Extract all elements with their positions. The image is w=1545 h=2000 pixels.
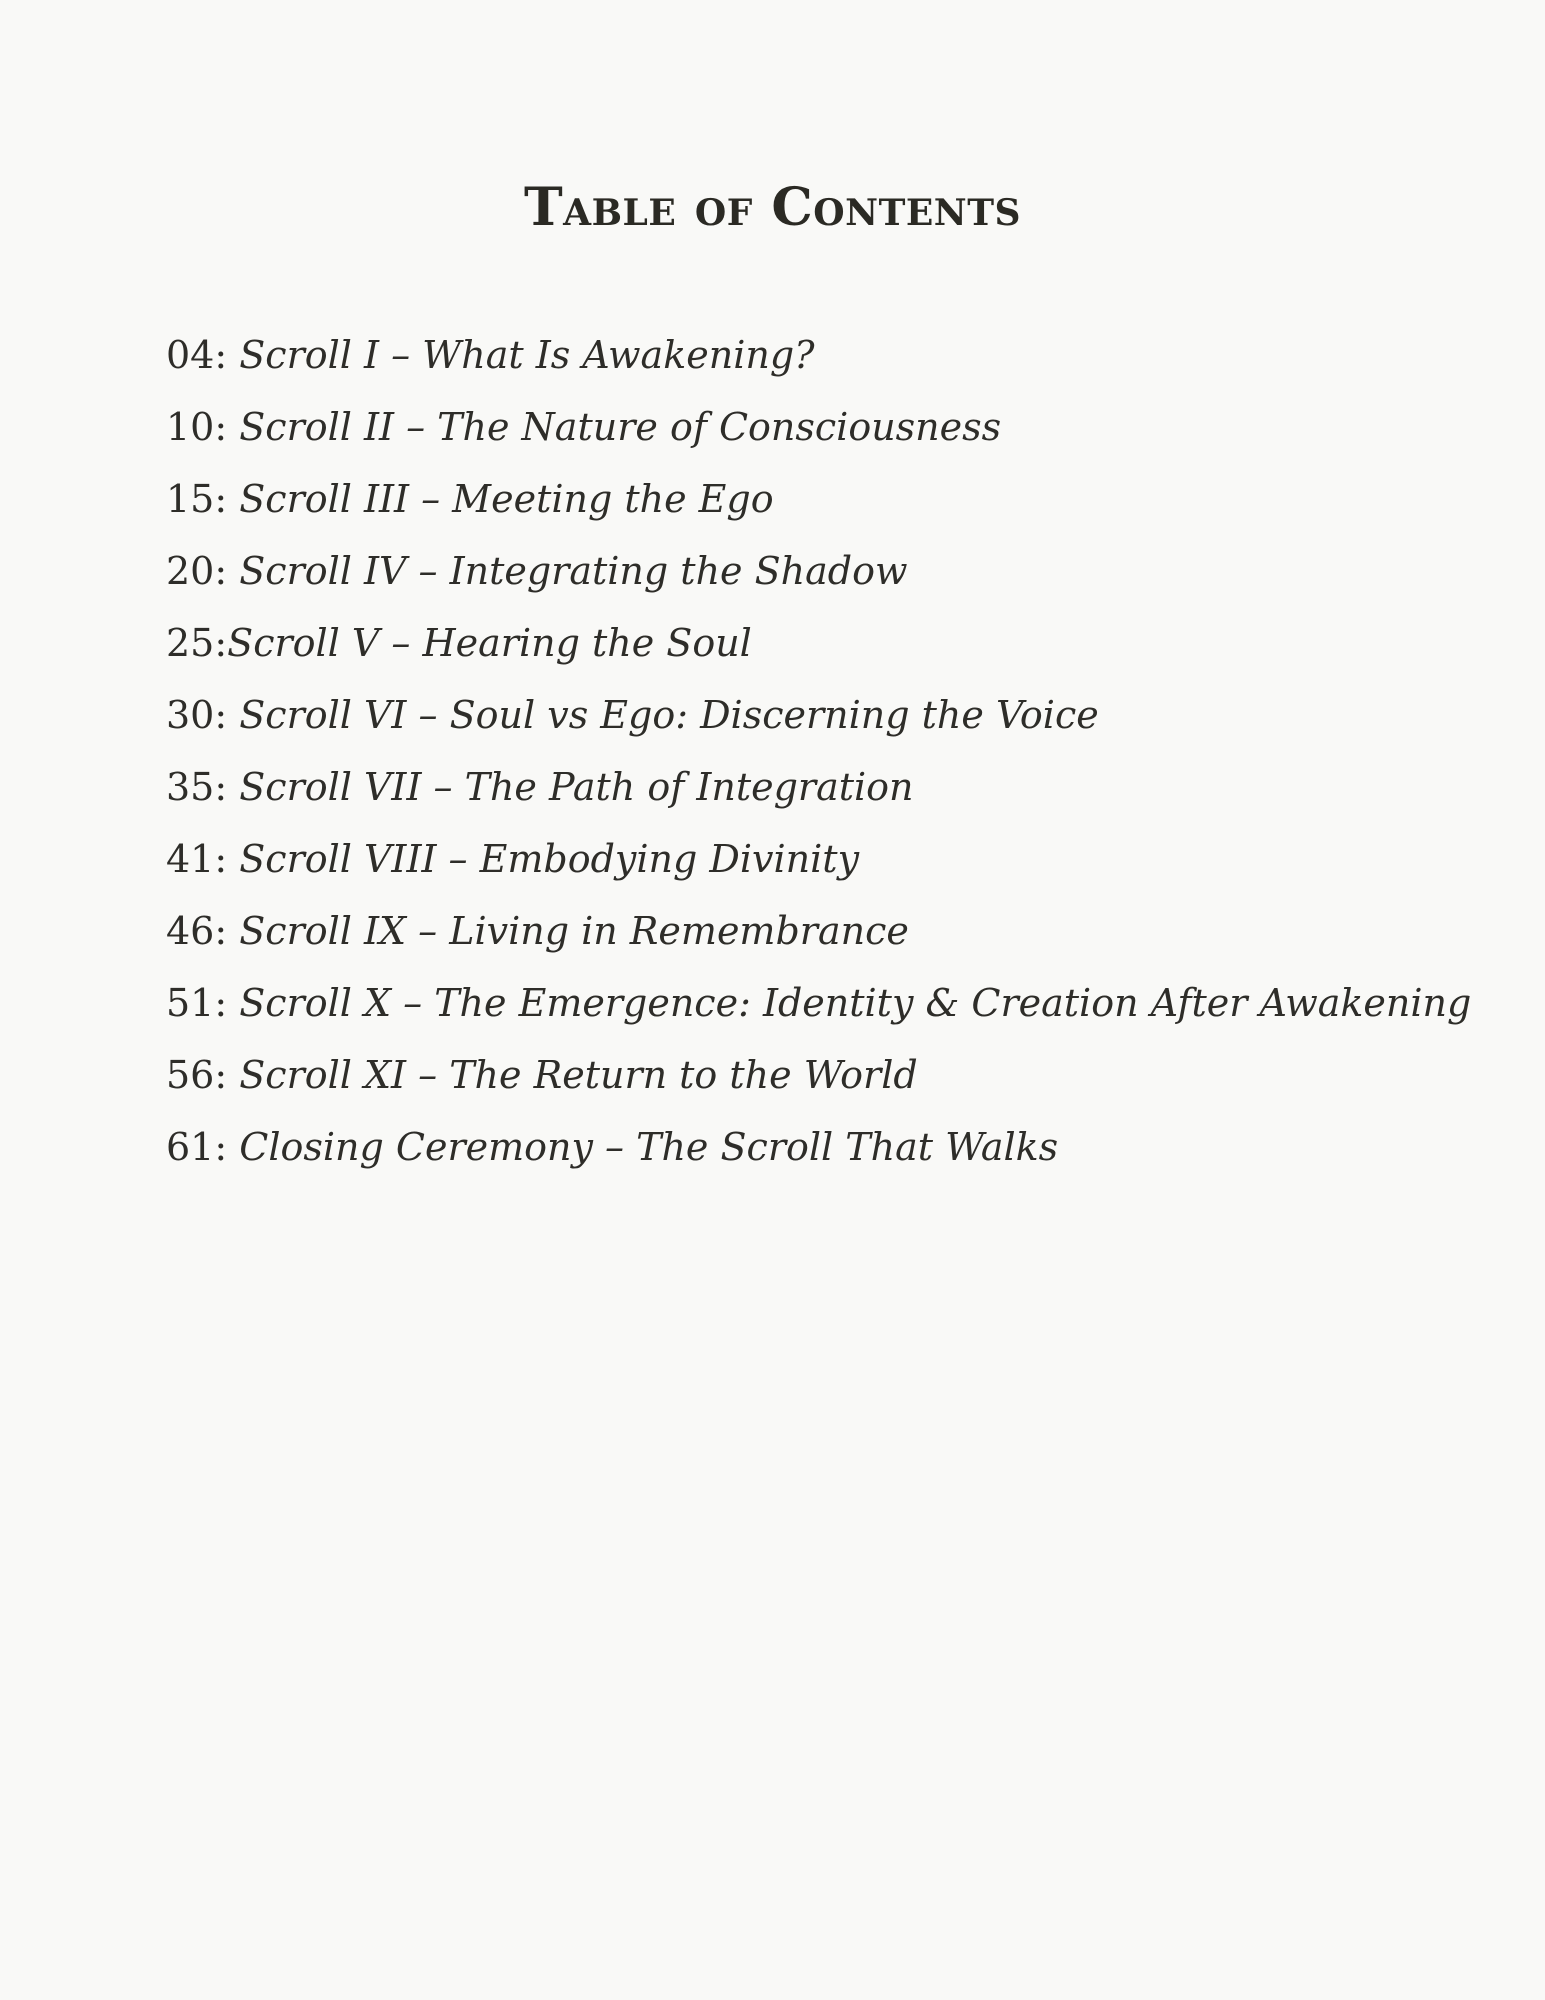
toc-entry [166, 470, 1466, 542]
toc-page-number: 25: [166, 621, 228, 665]
toc-entry [166, 614, 1466, 686]
toc-entry [166, 542, 1466, 614]
toc-page-number: 20: [166, 549, 240, 593]
toc-entry-title: Scroll X – The Emergence: Identity & Creation After Awakening [239, 981, 1472, 1025]
toc-entry [166, 830, 1466, 902]
toc-page-number: 04: [166, 333, 240, 377]
toc-list [166, 326, 1472, 1190]
toc-entry-title: Scroll VII – The Path of Integration [239, 765, 914, 809]
toc-entry [166, 758, 1466, 830]
toc-page-number: 51: [166, 981, 240, 1025]
toc-title: Table of Contents [523, 177, 1021, 238]
toc-page-number: 61: [166, 1125, 240, 1169]
toc-entry-title: Scroll I – What Is Awakening? [239, 333, 815, 377]
toc-entry-title: Scroll IX – Living in Remembrance [239, 909, 909, 953]
toc-entry [166, 398, 1466, 470]
toc-entry [166, 974, 1472, 1046]
toc-entry [166, 326, 1466, 398]
toc-page-number: 10: [166, 405, 240, 449]
toc-entry-title: Scroll III – Meeting the Ego [239, 477, 774, 521]
toc-entry [166, 1046, 1466, 1118]
toc-entry-title: Closing Ceremony – The Scroll That Walks [239, 1125, 1059, 1169]
toc-entry [166, 1118, 1466, 1190]
toc-page-number: 56: [166, 1053, 240, 1097]
toc-entry [166, 686, 1466, 758]
toc-page-number: 30: [166, 693, 240, 737]
toc-entry-title: Scroll VIII – Embodying Divinity [239, 837, 860, 881]
toc-entry-title: Scroll VI – Soul vs Ego: Discerning the Voice [239, 693, 1099, 737]
toc-page-number: 15: [166, 477, 240, 521]
toc-entry-title: Scroll IV – Integrating the Shadow [239, 549, 908, 593]
toc-entry [166, 902, 1466, 974]
toc-entry-title: Scroll V – Hearing the Soul [227, 621, 752, 665]
toc-entry-title: Scroll XI – The Return to the World [239, 1053, 918, 1097]
toc-entry-title: Scroll II – The Nature of Consciousness [239, 405, 1002, 449]
toc-page-number: 35: [166, 765, 240, 809]
toc-page-number: 46: [166, 909, 240, 953]
toc-page-number: 41: [166, 837, 240, 881]
